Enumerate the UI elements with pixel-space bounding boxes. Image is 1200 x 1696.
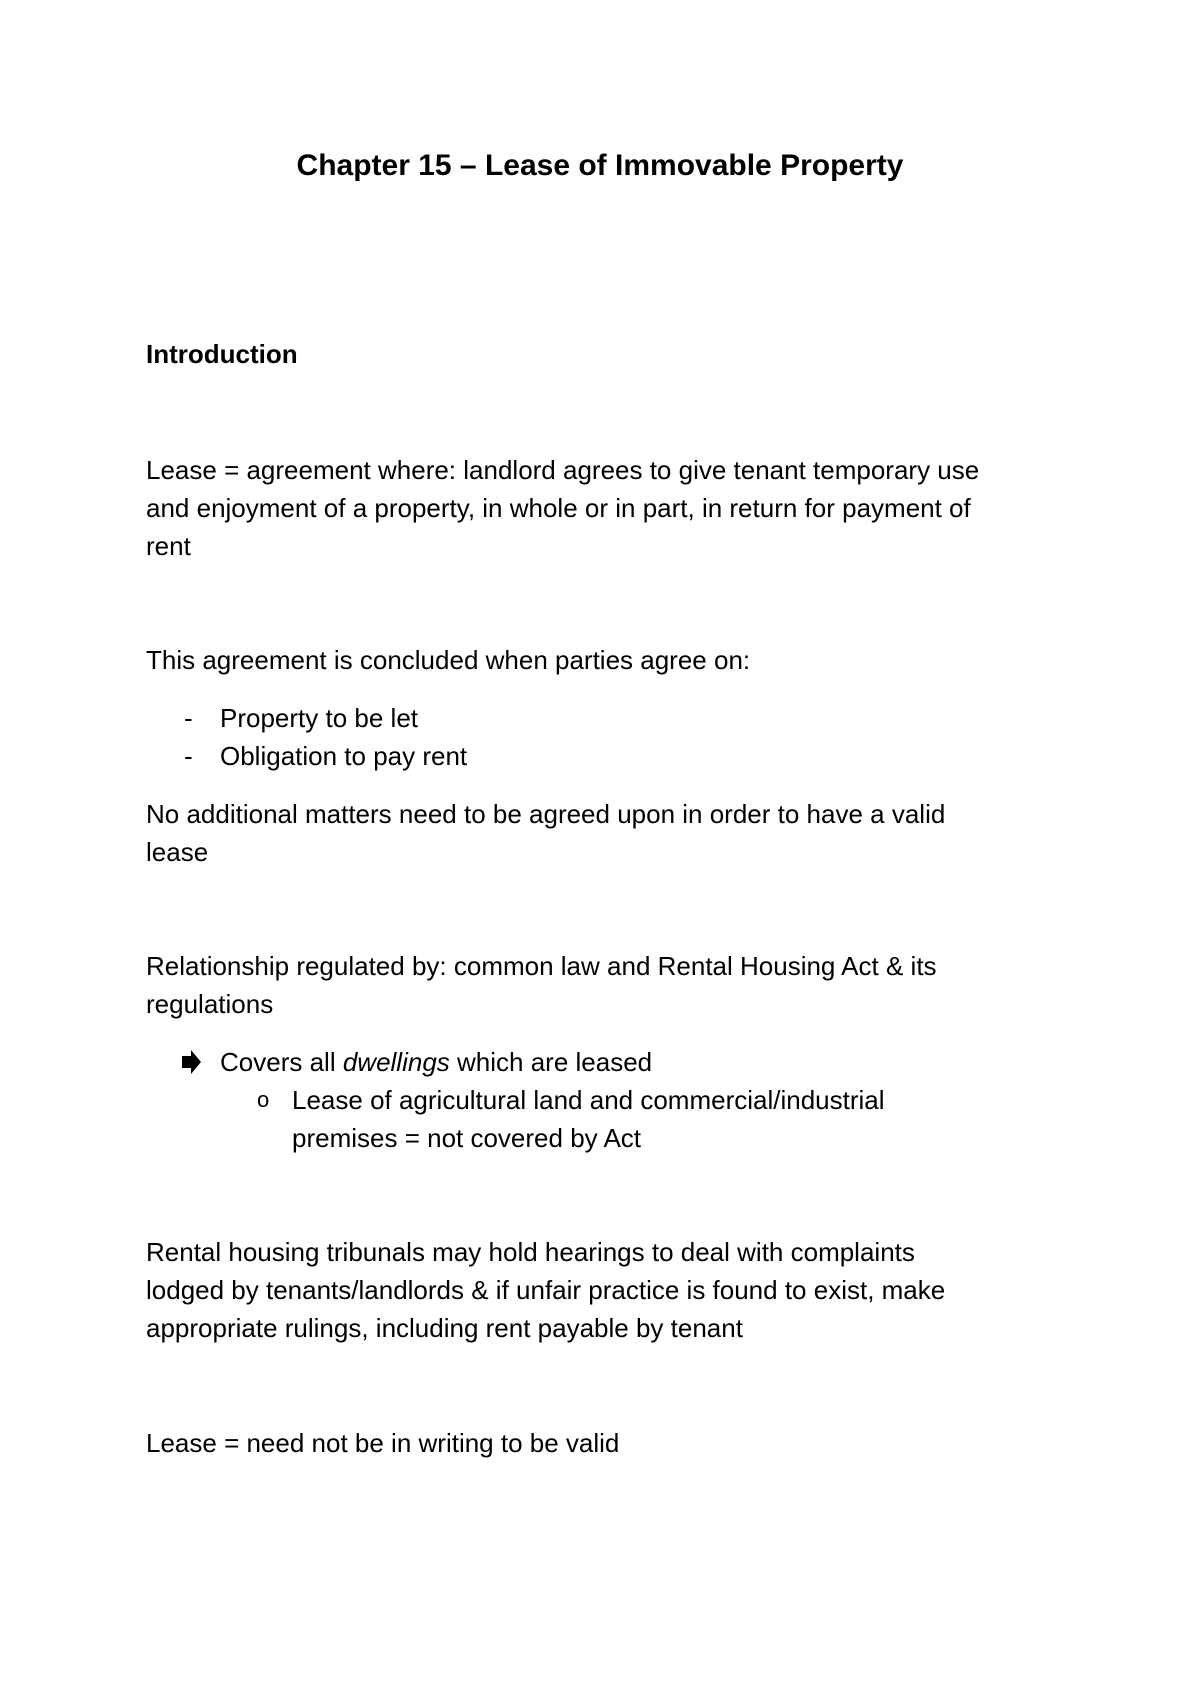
intro-heading: Introduction (146, 339, 298, 369)
right-arrow-icon (180, 1043, 202, 1081)
agreement-lead: This agreement is concluded when parties agree on: (146, 645, 751, 675)
tribunals-line-1: Rental housing tribunals may hold hearings to deal with complaints (146, 1237, 915, 1267)
lease-definition-line-2: and enjoyment of a property, in whole or in part, in return for payment of (146, 493, 971, 523)
page-title: Chapter 15 – Lease of Immovable Property (296, 149, 904, 182)
valid-lease-line-2: lease (146, 837, 209, 867)
lease-definition-line-3: rent (146, 531, 191, 561)
list-item: Obligation to pay rent (220, 741, 468, 771)
lease-definition-line-1: Lease = agreement where: landlord agrees to give tenant temporary use (146, 455, 980, 485)
relationship-line-1: Relationship regulated by: common law and Rental Housing Act & its (146, 951, 937, 981)
sub-item-line-2: premises = not covered by Act (292, 1123, 642, 1153)
dash-bullet-icon: - (184, 741, 193, 771)
list-item: Property to be let (220, 703, 418, 733)
dash-bullet-icon: - (184, 703, 193, 733)
writing-line: Lease = need not be in writing to be valid (146, 1428, 620, 1458)
sub-item-line-1: Lease of agricultural land and commercial/industrial (292, 1085, 885, 1115)
tribunals-line-3: appropriate rulings, including rent payable by tenant (146, 1313, 743, 1343)
valid-lease-line-1: No additional matters need to be agreed upon in order to have a valid (146, 799, 946, 829)
circle-bullet-icon: o (257, 1087, 270, 1112)
tribunals-line-2: lodged by tenants/landlords & if unfair practice is found to exist, make (146, 1275, 946, 1305)
relationship-line-2: regulations (146, 989, 274, 1019)
dwellings-pre: Covers all (220, 1047, 343, 1077)
dwellings-post: which are leased (449, 1047, 653, 1077)
dwellings-emphasis: dwellings (342, 1047, 450, 1077)
dwellings-bullet (220, 1043, 652, 1081)
